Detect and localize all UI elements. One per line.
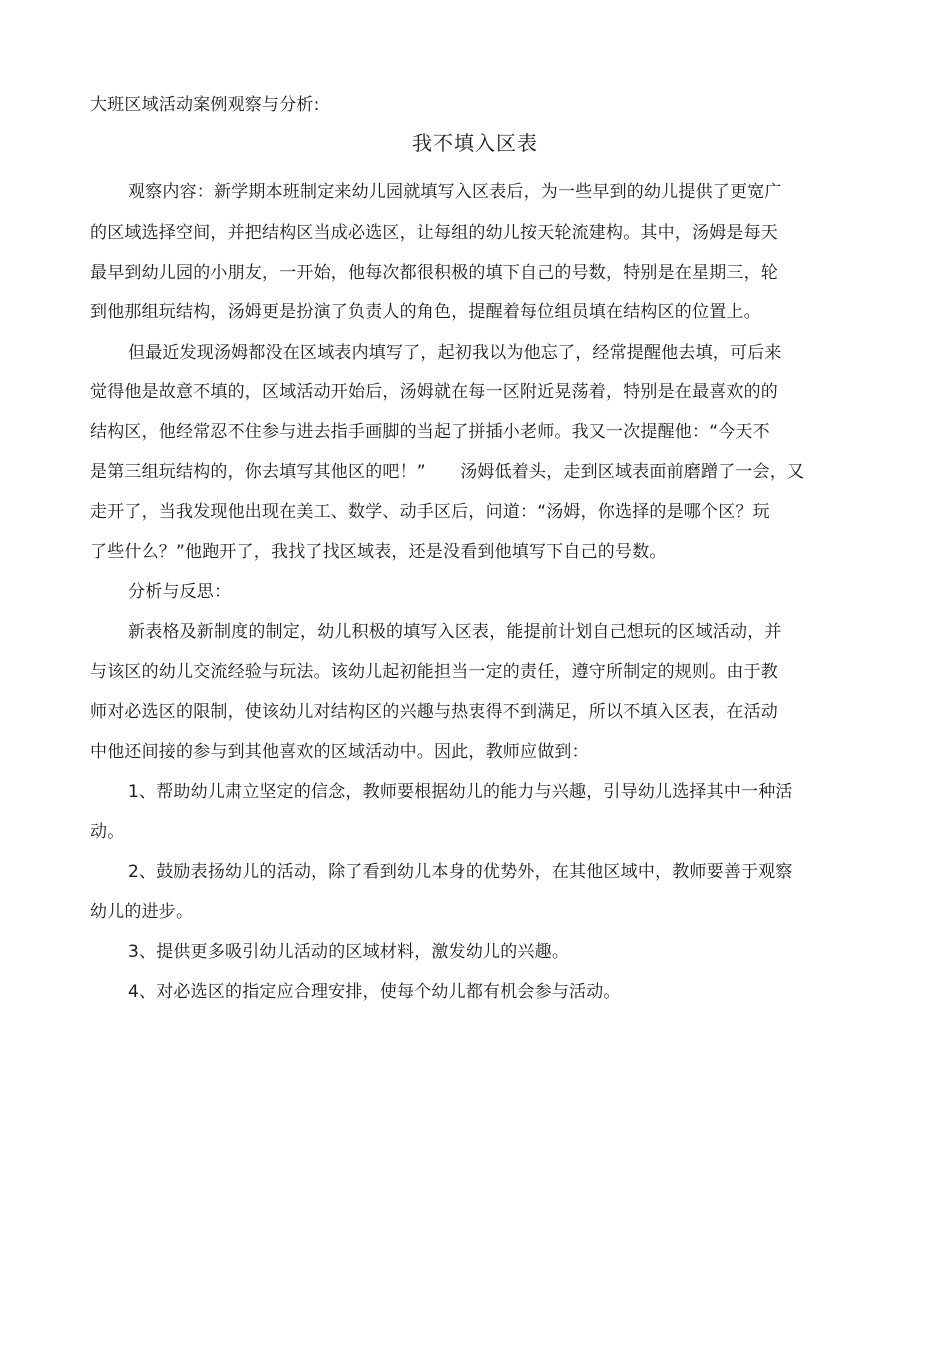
list-item: 4、对必选区的指定应合理安排，使每个幼儿都有机会参与活动。 [128,982,621,1002]
text-line: 的区域选择空间，并把结构区当成必选区，让每组的幼儿按天轮流建构。其中，汤姆是每天 [90,223,778,243]
document-title: 我不填入区表 [412,131,538,155]
list-item-continuation: 幼儿的进步。 [90,902,194,922]
list-item: 1、帮助幼儿肃立坚定的信念，教师要根据幼儿的能力与兴趣，引导幼儿选择其中一种活 [128,782,793,802]
text-line: 观察内容：新学期本班制定来幼儿园就填写入区表后，为一些早到的幼儿提供了更宽广 [128,182,782,202]
text-line: 觉得他是故意不填的，区域活动开始后，汤姆就在每一区附近晃荡着，特别是在最喜欢的的 [90,382,778,402]
analysis-heading: 分析与反思： [128,582,232,602]
text-line: 中他还间接的参与到其他喜欢的区域活动中。因此，教师应做到： [90,742,589,762]
text-line: 新表格及新制度的制定，幼儿积极的填写入区表，能提前计划自己想玩的区域活动，并 [128,622,782,642]
text-line: 是第三组玩结构的，你去填写其他区的吧！” 汤姆低着头，走到区域表面前磨蹭了一会，又 [90,462,805,482]
text-line: 到他那组玩结构，汤姆更是扮演了负责人的角色，提醒着每位组员填在结构区的位置上。 [90,302,761,322]
list-item: 3、提供更多吸引幼儿活动的区域材料，激发幼儿的兴趣。 [128,942,570,962]
text-line: 了些什么？”他跑开了，我找了找区域表，还是没看到他填写下自己的号数。 [90,542,667,562]
text-line: 结构区，他经常忍不住参与进去指手画脚的当起了拼插小老师。我又一次提醒他：“今天不 [90,422,770,442]
text-line: 最早到幼儿园的小朋友，一开始，他每次都很积极的填下自己的号数，特别是在星期三，轮 [90,263,778,283]
list-item-continuation: 动。 [90,822,125,842]
text-line: 但最近发现汤姆都没在区域表内填写了，起初我以为他忘了，经常提醒他去填，可后来 [128,343,782,363]
text-line: 走开了，当我发现他出现在美工、数学、动手区后，问道：“汤姆，你选择的是哪个区？玩 [90,502,770,522]
list-item: 2、鼓励表扬幼儿的活动，除了看到幼儿本身的优势外，在其他区域中，教师要善于观察 [128,862,793,882]
text-line: 与该区的幼儿交流经验与玩法。该幼儿起初能担当一定的责任，遵守所制定的规则。由于教 [90,662,778,682]
document-header: 大班区域活动案例观察与分析: [90,95,320,115]
text-line: 师对必选区的限制，使该幼儿对结构区的兴趣与热衷得不到满足，所以不填入区表，在活动 [90,702,778,722]
